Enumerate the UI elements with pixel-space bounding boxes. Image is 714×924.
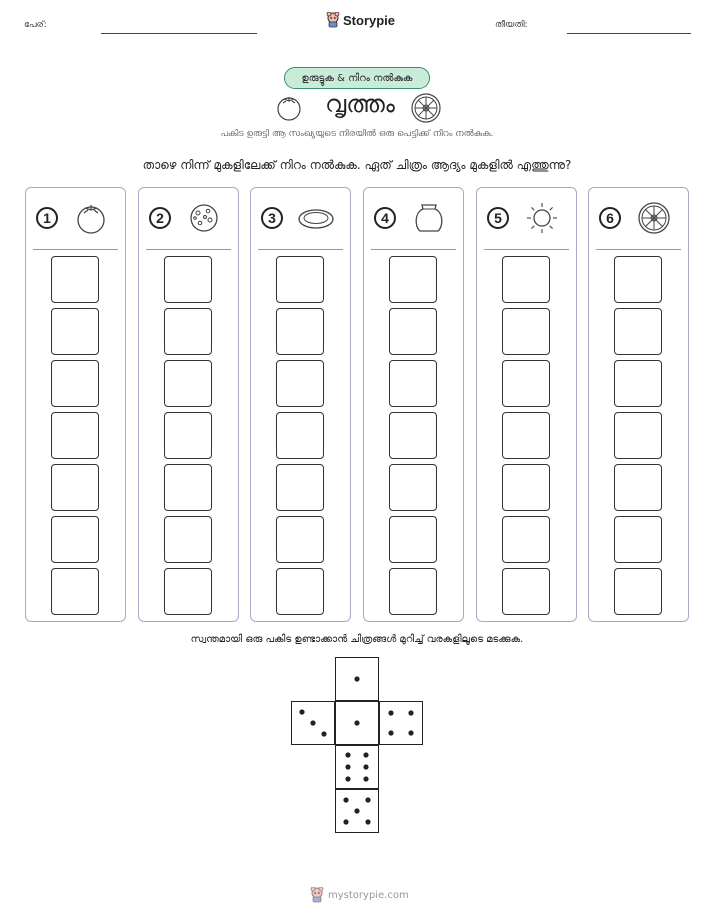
color-box[interactable] <box>502 360 550 407</box>
color-box[interactable] <box>51 360 99 407</box>
column-divider <box>484 249 569 250</box>
color-box[interactable] <box>51 308 99 355</box>
color-box[interactable] <box>164 360 212 407</box>
color-box[interactable] <box>276 516 324 563</box>
wheel-icon <box>410 92 442 124</box>
color-box[interactable] <box>276 360 324 407</box>
instruction: താഴെ നിന്ന് മുകളിലേക്ക് നിറം നൽകുക. ഏത് ചിത്രം ആദ്യം മുകളിൽ എത്തുന്നു? <box>142 158 572 172</box>
color-box[interactable] <box>389 516 437 563</box>
color-box[interactable] <box>389 256 437 303</box>
wheel-icon <box>634 200 674 236</box>
color-box[interactable] <box>164 516 212 563</box>
column-divider <box>33 249 118 250</box>
column-divider <box>258 249 343 250</box>
column-5 <box>476 187 577 622</box>
color-box[interactable] <box>502 256 550 303</box>
dice-face-one <box>335 701 379 745</box>
footer <box>310 887 409 903</box>
pot-icon <box>409 200 449 236</box>
column-3 <box>250 187 351 622</box>
color-box[interactable] <box>276 412 324 459</box>
dice-face-three <box>291 701 335 745</box>
color-box[interactable] <box>614 360 662 407</box>
color-box[interactable] <box>276 256 324 303</box>
column-number: 1 <box>36 207 58 229</box>
color-box[interactable] <box>276 464 324 511</box>
dice-face-one <box>335 657 379 701</box>
column-number: 6 <box>599 207 621 229</box>
date-label: തീയതി: <box>495 20 528 30</box>
dice-face-five <box>335 789 379 833</box>
column-6 <box>588 187 689 622</box>
color-box[interactable] <box>502 464 550 511</box>
tomato-icon <box>274 92 304 122</box>
color-box[interactable] <box>614 256 662 303</box>
brand-name: Storypie <box>343 12 396 28</box>
color-box[interactable] <box>51 568 99 615</box>
color-box[interactable] <box>51 412 99 459</box>
color-box[interactable] <box>276 308 324 355</box>
color-box[interactable] <box>614 308 662 355</box>
storypie-mascot-icon <box>310 887 324 903</box>
color-box[interactable] <box>502 516 550 563</box>
tomato-icon <box>71 200 111 236</box>
column-1 <box>25 187 126 622</box>
color-box[interactable] <box>164 568 212 615</box>
page-title: വൃത്തം <box>325 90 395 118</box>
name-label: പേര്: <box>24 20 47 30</box>
column-number: 3 <box>261 207 283 229</box>
color-box[interactable] <box>502 412 550 459</box>
color-box[interactable] <box>51 256 99 303</box>
storypie-mascot-icon <box>326 12 340 28</box>
color-box[interactable] <box>389 412 437 459</box>
column-2 <box>138 187 239 622</box>
column-number: 2 <box>149 207 171 229</box>
color-box[interactable] <box>614 568 662 615</box>
name-line[interactable] <box>101 33 257 34</box>
color-box[interactable] <box>389 568 437 615</box>
color-box[interactable] <box>614 412 662 459</box>
color-box[interactable] <box>276 568 324 615</box>
color-box[interactable] <box>164 412 212 459</box>
color-box[interactable] <box>614 464 662 511</box>
column-divider <box>146 249 231 250</box>
color-box[interactable] <box>51 516 99 563</box>
column-4 <box>363 187 464 622</box>
column-number: 4 <box>374 207 396 229</box>
cookie-icon <box>184 200 224 236</box>
dice-face-four <box>379 701 423 745</box>
column-number: 5 <box>487 207 509 229</box>
color-box[interactable] <box>51 464 99 511</box>
color-box[interactable] <box>164 308 212 355</box>
column-divider <box>596 249 681 250</box>
activity-badge: ഉരുട്ടുക & നിറം നൽകുക <box>284 67 430 89</box>
color-box[interactable] <box>389 464 437 511</box>
dice-face-six <box>335 745 379 789</box>
color-box[interactable] <box>164 256 212 303</box>
color-box[interactable] <box>614 516 662 563</box>
color-box[interactable] <box>502 568 550 615</box>
color-box[interactable] <box>389 360 437 407</box>
color-box[interactable] <box>389 308 437 355</box>
dice-instruction: സ്വന്തമായി ഒരു പകിട ഉണ്ടാക്കാൻ ചിത്രങ്ങൾ മുറിച്ച് വരകളിലൂടെ മടക്കുക. <box>190 634 524 645</box>
plate-icon <box>296 200 336 236</box>
date-line[interactable] <box>567 33 691 34</box>
footer-url[interactable]: mystorypie.com <box>328 889 409 901</box>
column-divider <box>371 249 456 250</box>
subtitle: പകിട ഉരുട്ടി ആ സംഖ്യയുടെ നിരയിൽ ഒരു പെട്ടിക്ക് നിറം നൽകുക. <box>220 129 494 139</box>
color-box[interactable] <box>502 308 550 355</box>
sun-icon <box>522 200 562 236</box>
brand-logo <box>326 12 395 28</box>
color-box[interactable] <box>164 464 212 511</box>
